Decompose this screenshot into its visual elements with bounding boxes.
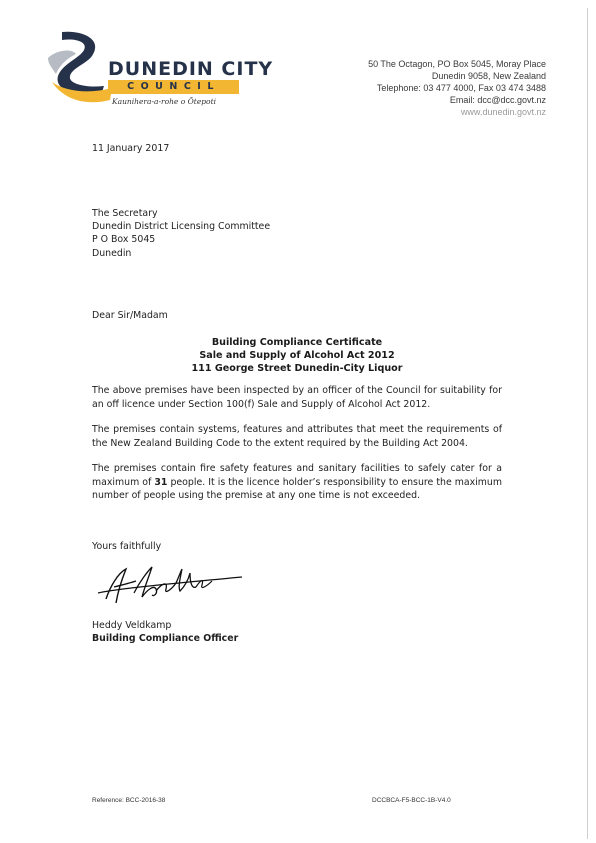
telephone-line: Telephone: 03 477 4000, Fax 03 474 3488 <box>376 83 546 93</box>
logo-council-text: COUNCIL <box>127 81 220 92</box>
signatory-title: Building Compliance Officer <box>92 633 239 645</box>
signature-icon <box>96 563 246 607</box>
paragraph-inspection: The above premises have been inspected by an officer of the Council for suitability for an off licence under Section 100(f) Sale and Supply of Alcohol Act 2012. <box>92 385 502 410</box>
heading-title: Building Compliance Certificate <box>211 337 383 348</box>
address-line: 50 The Octagon, PO Box 5045, Moray Place <box>368 59 546 69</box>
page-edge <box>587 8 588 839</box>
recipient-line: Dunedin District Licensing Committee <box>92 221 271 233</box>
logo-name: DUNEDIN CITY <box>108 58 274 80</box>
letter-date: 11 January 2017 <box>92 143 170 154</box>
occupancy-text-start: The premises contain fire safety features and sanitary facilities to safely cater for a maximum of <box>92 463 502 488</box>
heading-act: Sale and Supply of Alcohol Act 2012 <box>199 350 395 362</box>
salutation: Dear Sir/Madam <box>92 310 168 321</box>
email-line: Email: dcc@dcc.govt.nz <box>449 95 546 105</box>
address-line: Dunedin 9058, New Zealand <box>431 71 546 81</box>
paragraph-occupancy <box>92 462 502 503</box>
recipient-line: The Secretary <box>92 208 158 219</box>
council-address <box>368 58 546 118</box>
occupancy-text-end: people. It is the licence holder’s responsibility to ensure the maximum number of people using the premise at any one time is not exceeded. <box>92 476 503 501</box>
footer-form-code: DCCBCA-F5-BCC-1B-V4.0 <box>372 797 451 804</box>
website-line: www.dunedin.govt.nz <box>460 107 546 117</box>
paragraph-building-code: The premises contain systems, features and attributes that meet the requirements of the New Zealand Building Code to the extent required by the Building Act 2004. <box>92 424 502 449</box>
signatory-block <box>92 619 238 645</box>
logo-motto: Kaunihera-a-rohe o Ōtepoti <box>112 97 216 106</box>
logo-council-band <box>108 80 239 94</box>
dcc-logo <box>46 28 274 108</box>
occupancy-number: 31 <box>154 476 168 488</box>
footer-reference: Reference: BCC-2016-38 <box>92 797 166 804</box>
signatory-name: Heddy Veldkamp <box>92 620 172 631</box>
closing: Yours faithfully <box>92 541 162 552</box>
recipient-line: Dunedin <box>92 247 132 259</box>
recipient-block <box>92 207 270 260</box>
recipient-line: P O Box 5045 <box>92 234 156 246</box>
dcc-logo-emblem-icon <box>46 28 116 108</box>
heading-premises: 111 George Street Dunedin-City Liquor <box>191 363 403 375</box>
letter-heading <box>92 336 502 376</box>
